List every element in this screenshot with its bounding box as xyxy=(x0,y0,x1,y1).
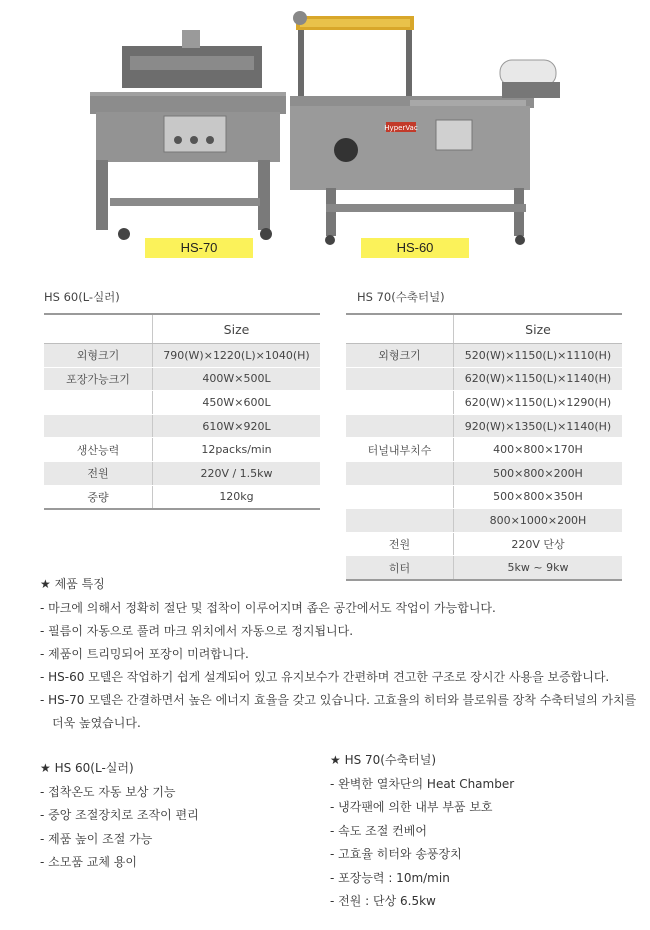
list-item: - 속도 조절 컨베어 xyxy=(330,823,427,838)
header-label-cell xyxy=(44,314,153,344)
row-value: 520(W)×1150(L)×1110(H) xyxy=(454,344,623,368)
table-row xyxy=(44,438,320,462)
hs60-features-title: ★ HS 60(L-실러) xyxy=(40,761,134,775)
row-label xyxy=(346,509,454,533)
table-row xyxy=(44,461,320,485)
list-item: - 냉각팬에 의한 내부 부품 보호 xyxy=(330,800,493,814)
row-value: 220V 단상 xyxy=(454,532,623,556)
machine-photo xyxy=(90,8,570,258)
features-title: ★ 제품 특징 xyxy=(40,577,105,591)
header-size-cell: Size xyxy=(153,314,321,344)
row-value: 790(W)×1220(L)×1040(H) xyxy=(153,344,321,368)
list-item: - 제품 높이 조절 가능 xyxy=(40,831,153,846)
row-label xyxy=(346,461,454,485)
hs60-label: HS-60 xyxy=(361,238,469,258)
row-label: 생산능력 xyxy=(44,438,153,462)
row-value: 800×1000×200H xyxy=(454,509,623,533)
table-row xyxy=(346,461,622,485)
row-label xyxy=(44,414,153,438)
hs70-features-title: ★ HS 70(수축터널) xyxy=(330,753,437,767)
table-row xyxy=(346,532,622,556)
row-value: 450W×600L xyxy=(153,391,321,415)
row-label: 전원 xyxy=(44,461,153,485)
spec-table-hs70 xyxy=(346,313,622,581)
row-label xyxy=(346,414,454,438)
list-item: - 접착온도 자동 보상 기능 xyxy=(40,784,176,799)
table-row xyxy=(346,414,622,438)
row-label xyxy=(346,367,454,391)
table-row xyxy=(44,344,320,368)
row-value: 610W×920L xyxy=(153,414,321,438)
row-value: 5kw ~ 9kw xyxy=(454,556,623,580)
table-header-row xyxy=(44,314,320,344)
row-label: 터널내부치수 xyxy=(346,438,454,462)
header-label-cell xyxy=(346,314,454,344)
row-label: 외형크기 xyxy=(44,344,153,368)
list-item: - 제품이 트리밍되어 포장이 미려합니다. xyxy=(40,647,249,661)
row-label: 외형크기 xyxy=(346,344,454,368)
hs70-features xyxy=(330,749,514,914)
list-item: - 소모품 교체 용이 xyxy=(40,855,137,869)
list-item-continuation: 더욱 높였습니다. xyxy=(52,716,141,730)
row-label xyxy=(346,485,454,509)
table-row xyxy=(346,438,622,462)
row-value: 120kg xyxy=(153,485,321,509)
row-value: 400×800×170H xyxy=(454,438,623,462)
table-row xyxy=(346,367,622,391)
row-value: 620(W)×1150(L)×1290(H) xyxy=(454,391,623,415)
row-value: 400W×500L xyxy=(153,367,321,391)
list-item: - 포장능력 : 10m/min xyxy=(330,870,450,885)
list-item: - 중앙 조절장치로 조작이 편리 xyxy=(40,808,199,822)
header-size-cell: Size xyxy=(454,314,623,344)
row-label xyxy=(44,391,153,415)
list-item: - HS-70 모델은 간결하면서 높은 에너지 효율을 갖고 있습니다. 고효율의 히터와 블로워를 장착 수축터널의 가치를 xyxy=(40,693,637,707)
table-row xyxy=(346,556,622,580)
row-label: 히터 xyxy=(346,556,454,580)
table-row xyxy=(346,344,622,368)
list-item: - 전원 : 단상 6.5kw xyxy=(330,894,436,908)
table-row xyxy=(44,391,320,415)
hs60-features xyxy=(40,757,199,875)
list-item: - HS-60 모델은 작업하기 쉽게 설계되어 있고 유지보수가 간편하며 견고한 구조로 장시간 사용을 보증합니다. xyxy=(40,670,610,684)
row-label: 포장가능크기 xyxy=(44,367,153,391)
row-value: 500×800×350H xyxy=(454,485,623,509)
features-list xyxy=(40,597,640,735)
list-item: - 필름이 자동으로 풀려 마크 위치에서 자동으로 정지됩니다. xyxy=(40,624,354,638)
table-row xyxy=(346,391,622,415)
row-value: 500×800×200H xyxy=(454,461,623,485)
row-value: 620(W)×1150(L)×1140(H) xyxy=(454,367,623,391)
row-value: 12packs/min xyxy=(153,438,321,462)
row-value: 920(W)×1350(L)×1140(H) xyxy=(454,414,623,438)
table-header-row xyxy=(346,314,622,344)
row-label xyxy=(346,391,454,415)
row-label: 중량 xyxy=(44,485,153,509)
row-label: 전원 xyxy=(346,532,454,556)
table-row xyxy=(44,485,320,509)
table-row xyxy=(44,414,320,438)
table-hs60-title: HS 60(L-실러) xyxy=(44,290,120,304)
list-item: - 고효율 히터와 송풍장치 xyxy=(330,847,462,861)
table-row xyxy=(44,367,320,391)
row-value: 220V / 1.5kw xyxy=(153,461,321,485)
list-item: - 완벽한 열차단의 Heat Chamber xyxy=(330,776,515,791)
brand-logo-text: HyperVac xyxy=(384,124,418,132)
list-item: - 마크에 의해서 정확히 절단 및 접착이 이루어지며 좁은 공간에서도 작업이 가능합니다. xyxy=(40,601,496,615)
table-row xyxy=(346,485,622,509)
spec-table-hs60 xyxy=(44,313,320,510)
hs70-label: HS-70 xyxy=(145,238,253,258)
table-row xyxy=(346,509,622,533)
table-hs70-title: HS 70(수축터널) xyxy=(357,290,445,304)
